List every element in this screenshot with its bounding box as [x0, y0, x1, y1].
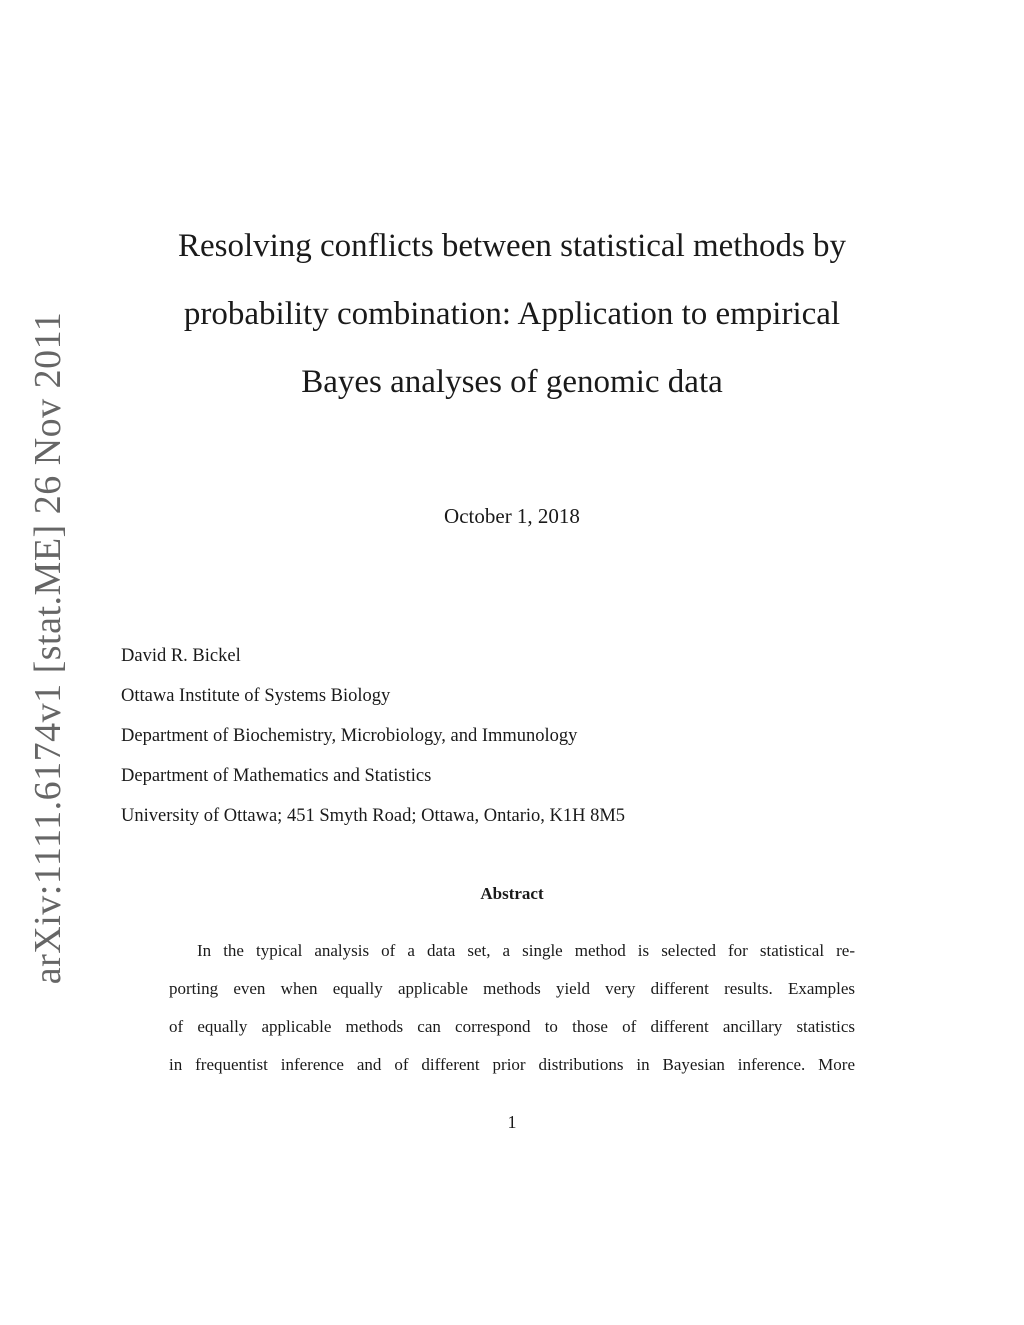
abstract-line: in frequentist inference and of different prior distributions in Bayesian inference. More	[169, 1055, 855, 1074]
author-block	[121, 636, 625, 836]
paper-date: October 1, 2018	[444, 504, 580, 528]
author-name: David R. Bickel	[121, 646, 241, 666]
title-line: Bayes analyses of genomic data	[301, 364, 723, 400]
abstract-line: of equally applicable methods can correspond to those of different ancillary statistics	[169, 1017, 855, 1036]
affiliation-line: University of Ottawa; 451 Smyth Road; Ottawa, Ontario, K1H 8M5	[121, 806, 626, 826]
arxiv-identifier-stamp: arXiv:1111.6174v1 [stat.ME] 26 Nov 2011	[27, 311, 69, 985]
page-number: 1	[507, 1112, 517, 1132]
title-line: Resolving conflicts between statistical methods by	[177, 228, 847, 264]
affiliation-line: Department of Mathematics and Statistics	[121, 766, 432, 786]
abstract-line: In the typical analysis of a data set, a single method is selected for statistical re-	[197, 941, 855, 960]
abstract-body	[169, 932, 855, 1084]
affiliation-line: Department of Biochemistry, Microbiology, and Immunology	[121, 726, 578, 746]
affiliation-line: Ottawa Institute of Systems Biology	[121, 686, 391, 706]
abstract-line: porting even when equally applicable methods yield very different results. Examples	[169, 979, 855, 998]
paper-title	[0, 212, 1024, 416]
title-line: probability combination: Application to empirical	[183, 296, 841, 332]
abstract-heading: Abstract	[480, 884, 544, 903]
